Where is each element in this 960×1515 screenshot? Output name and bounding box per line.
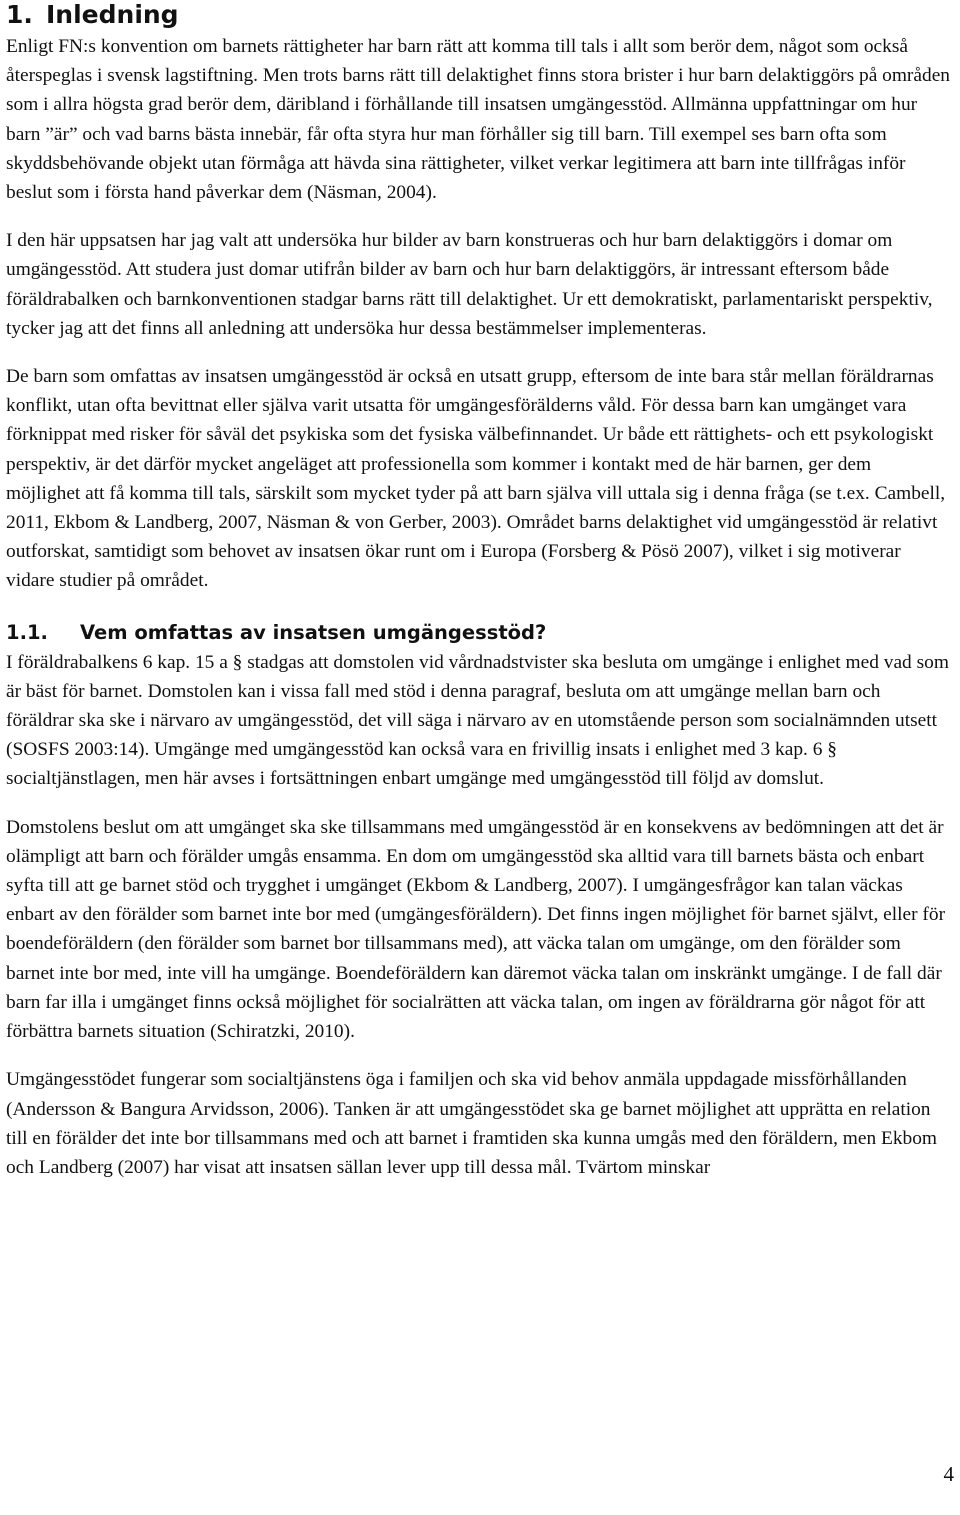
chapter-title: Inledning — [46, 0, 179, 29]
page-number: 4 — [943, 1462, 954, 1486]
chapter-number: 1. — [6, 0, 33, 29]
section-number: 1.1. — [6, 620, 48, 644]
paragraph: De barn som omfattas av insatsen umgängesstöd är också en utsatt grupp, eftersom de inte bara står mellan föräldrarnas konflikt, utan ofta bevittnat eller själva varit utsatta för umgängesförälderns våld. För dessa barn kan umgänget vara förknippat med risker för såväl det psykiska som det fysiska välbefinnandet. Ur både ett rättighets- och ett psykologiskt perspektiv, är det därför mycket angeläget att professionella som kommer i kontakt med de här barnen, ger dem möjlighet att få komma till tals, särskilt som mycket tyder på att barn själva vill uttala sig i denna fråga (se t.ex. Cambell, 2011, Ekbom & Landberg, 2007, Näsman & von Gerber, 2003). Området barns delaktighet vid umgängesstöd är relativt outforskat, samtidigt som behovet av insatsen ökar runt om i Europa (Forsberg & Pösö 2007), vilket i sig motiverar vidare studier på området. — [6, 366, 946, 592]
chapter-heading — [6, 0, 950, 32]
paragraph: Domstolens beslut om att umgänget ska ske tillsammans med umgängesstöd är en konsekvens av bedömningen att det är olämpligt att barn och förälder umgås ensamma. En dom om umgängesstöd ska alltid vara till barnets bästa och enbart syfta till att ge barnet stöd och trygghet i umgänget (Ekbom & Landberg, 2007). I umgängesfrågor kan talan väckas enbart av den förälder som barnet inte bor med (umgängesföräldern). Det finns ingen möjlighet för barnet självt, eller för boendeföräldern (den förälder som barnet bor tillsammans med), att väcka talan om umgänge, om den förälder som barnet inte bor med, inte vill ha umgänge. Boendeföräldern kan däremot väcka talan om inskränkt umgänge. I de fall där barn far illa i umgänget finns också möjlighet för socialrätten att väcka talan, om ingen av föräldrarna gör något för att förbättra barnets situation (Schiratzki, 2010). — [6, 816, 946, 1043]
section-heading — [6, 616, 950, 648]
paragraph: Enligt FN:s konvention om barnets rättigheter har barn rätt att komma till tals i allt som berör dem, något som också återspeglas i svensk lagstiftning. Men trots barns rätt till delaktighet finns stora brister i hur barn delaktiggörs på områden som i allra högsta grad berör dem, däribland i förhållande till insatsen umgängesstöd. Allmänna uppfattningar om hur barn ”är” och vad barns bästa innebär, får ofta styra hur man förhåller sig till barn. Till exempel ses barn ofta som skyddsbehövande objekt utan förmåga att hävda sina rättigheter, vilket verkar legitimera att barn inte tillfrågas inför beslut som i första hand påverkar dem (Näsman, 2004). — [6, 36, 950, 204]
section-title: Vem omfattas av insatsen umgängesstöd? — [80, 620, 547, 644]
paragraph: I föräldrabalkens 6 kap. 15 a § stadgas att domstolen vid vårdnadstvister ska besluta om umgänge i enlighet med vad som är bäst för barnet. Domstolen kan i vissa fall med stöd i denna paragraf, besluta om att umgänge mellan barn och föräldrar ska ske i närvaro av umgängesstöd, det vill säga i närvaro av en utomstående person som socialnämnden utsett (SOSFS 2003:14). Umgänge med umgängesstöd kan också vara en frivillig insats i enlighet med 3 kap. 6 § socialtjänstlagen, men här avses i fortsättningen enbart umgänge med umgängesstöd till följd av domslut. — [6, 651, 949, 790]
paragraph: I den här uppsatsen har jag valt att undersöka hur bilder av barn konstrueras och hur barn delaktiggörs i domar om umgängesstöd. Att studera just domar utifrån bilder av barn och hur barn delaktiggörs, är intressant eftersom både föräldrabalken och barnkonventionen stadgar barns rätt till delaktighet. Ur ett demokratiskt, parlamentariskt perspektiv, tycker jag att det finns all anledning att undersöka hur dessa bestämmelser implementeras. — [6, 230, 933, 339]
document-page — [6, 0, 950, 1182]
paragraph: Umgängesstödet fungerar som socialtjänstens öga i familjen och ska vid behov anmäla uppdagade missförhållanden (Andersson & Bangura Arvidsson, 2006). Tanken är att umgängesstödet ska ge barnet möjlighet att upprätta en relation till en förälder det inte bor tillsammans med och att barnet i framtiden ska kunna umgås med den föräldern, men Ekbom och Landberg (2007) har visat att insatsen sällan lever upp till dessa mål. Tvärtom minskar — [6, 1069, 938, 1178]
